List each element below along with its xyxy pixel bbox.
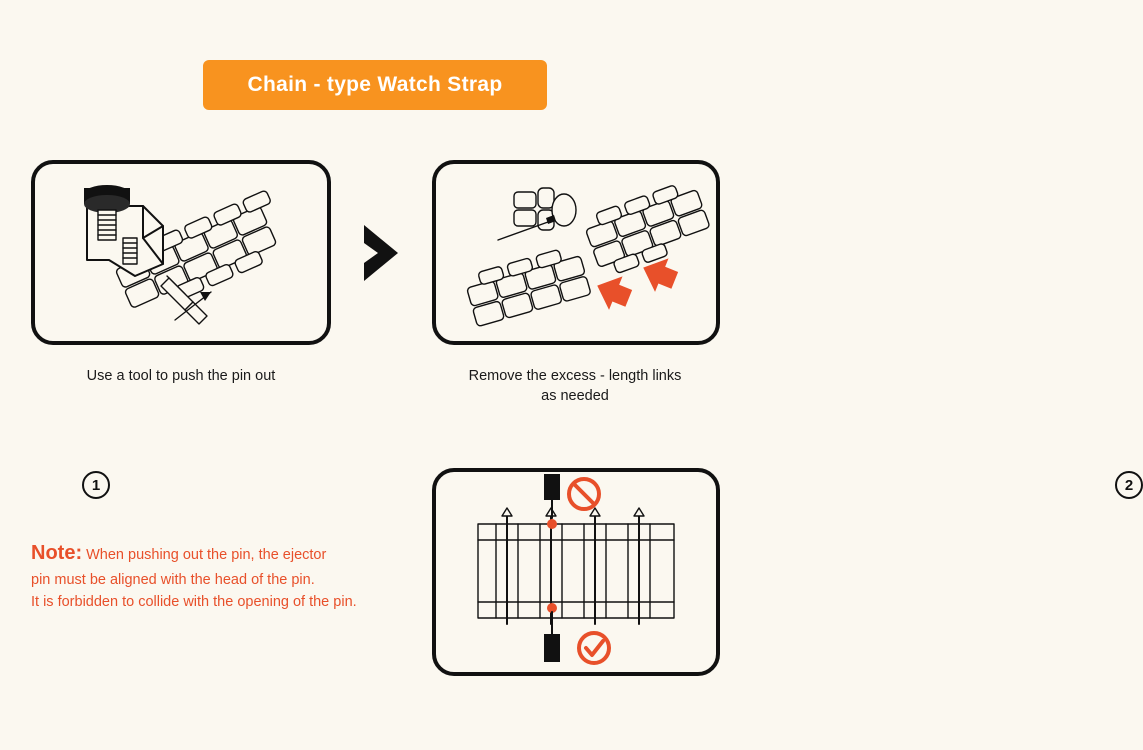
note-line-1	[31, 538, 411, 569]
check-circle-icon	[579, 633, 609, 663]
step-2-caption-line-1: Remove the excess - length links	[468, 368, 682, 384]
step-1-illustration	[35, 164, 327, 341]
step-2-caption	[425, 367, 725, 406]
collision-point-marker	[547, 519, 557, 529]
note-label: Note:	[31, 542, 83, 564]
note-text-1: When pushing out the pin, the ejector	[86, 547, 327, 563]
step-2-illustration	[436, 164, 716, 341]
step-1-badge: 1	[82, 471, 110, 499]
page-title: Chain - type Watch Strap	[247, 73, 503, 96]
note-line-3: It is forbidden to collide with the opening of the pin.	[31, 594, 357, 611]
step-1-caption: Use a tool to push the pin out	[86, 368, 276, 384]
red-arrow-icon	[590, 269, 635, 315]
step-2-badge: 2	[1115, 471, 1143, 499]
page-title-banner	[203, 60, 547, 110]
pin-alignment-illustration	[436, 472, 716, 672]
note-line-2: pin must be aligned with the head of the pin.	[31, 572, 315, 588]
chevron-right-icon	[358, 223, 406, 283]
step-2-caption-line-2: as needed	[541, 387, 609, 404]
prohibition-icon	[569, 479, 599, 509]
note-diagram-panel	[432, 468, 720, 676]
note-block	[31, 538, 411, 614]
